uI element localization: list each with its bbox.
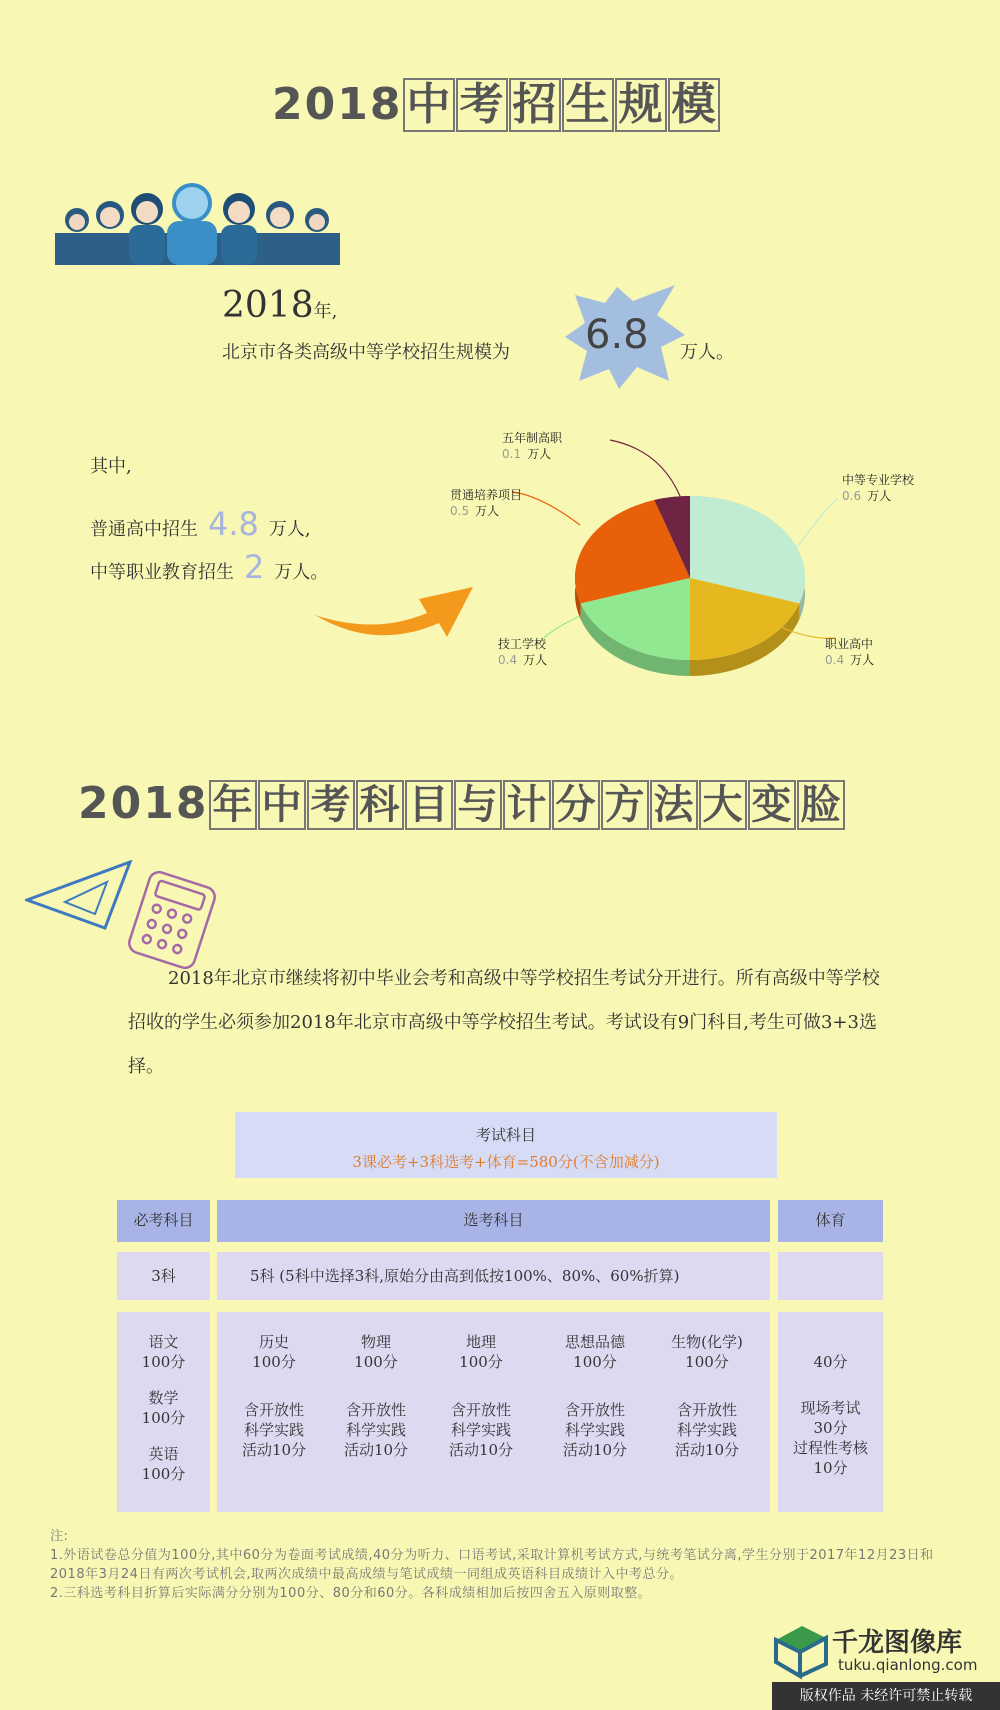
title2-char: 大 <box>699 780 747 830</box>
watermark-url: tuku.qianlong.com <box>838 1656 978 1674</box>
title1-char: 模 <box>668 78 720 132</box>
elective-description: 5科 (5科中选择3科,原始分由高到低按100%、80%、60%折算) <box>217 1252 770 1300</box>
col-pe-header: 体育 <box>778 1200 883 1242</box>
pie-label-technical-school: 技工学校 0.4 万人 <box>498 637 548 667</box>
title2-char: 考 <box>307 780 355 830</box>
title1-char: 考 <box>456 78 508 132</box>
watermark-brand: 千龙图像库 <box>832 1628 963 1658</box>
title2-char: 脸 <box>797 780 845 830</box>
intro-year: 2018年, <box>222 285 338 326</box>
elective-subject: 物理 100分 含开放性 科学实践 活动10分 <box>343 1333 409 1459</box>
pe-blank <box>778 1252 883 1300</box>
title2-char: 年 <box>209 780 257 830</box>
title2-char: 计 <box>503 780 551 830</box>
ruler-doodle-icon <box>25 860 135 930</box>
pie-leader-line <box>795 498 838 550</box>
pie-label-integrated-program: 贯通培养项目 0.5 万人 <box>450 488 523 518</box>
col-required-header: 必考科目 <box>117 1200 210 1242</box>
title2-char: 目 <box>405 780 453 830</box>
breakdown-lead: 其中, <box>90 456 132 477</box>
elective-subjects <box>217 1312 770 1512</box>
title2-char: 分 <box>552 780 600 830</box>
qianlong-logo-icon <box>772 1622 830 1680</box>
title2-char: 变 <box>748 780 796 830</box>
required-subject: 英语 100分 <box>141 1445 186 1483</box>
pie-label-five-year-vocational: 五年制高职 0.1 万人 <box>502 431 563 461</box>
title1-char: 规 <box>615 78 667 132</box>
title1-char: 中 <box>403 78 455 132</box>
pe-details: 40分 现场考试 30分 过程性考核 10分 <box>778 1312 883 1512</box>
breakdown-row-general: 普通高中招生 4.8 万人, <box>90 505 311 543</box>
title2-char: 中 <box>258 780 306 830</box>
intro-paragraph: 2018年北京市继续将初中毕业会考和高级中等学校招生考试分开进行。所有高级中等学校招收的学生必须参加2018年北京市高级中等学校招生考试。考试设有9门科目,考生可做3+3选择。 <box>128 968 880 1077</box>
required-subject: 语文 100分 <box>141 1333 186 1371</box>
title1-char: 招 <box>509 78 561 132</box>
elective-subject: 历史 100分 含开放性 科学实践 活动10分 <box>241 1333 307 1459</box>
required-subjects <box>117 1312 210 1512</box>
title2-char: 法 <box>650 780 698 830</box>
page-title: 2018中 考 招 生 规 模 <box>272 78 720 132</box>
title2-char: 与 <box>454 780 502 830</box>
pie-label-secondary-specialized: 中等专业学校 0.6 万人 <box>842 473 915 503</box>
footnotes: 注: 1.外语试卷总分值为100分,其中60分为卷面考试成绩,40分为听力、口语考试,采取计算机考试方式,与统考笔试分离,学生分别于2017年12月23日和2018年3月24日有两次考试机会,取两次成绩中最高成绩与笔试成绩一同组成英语科目成绩计入中考总分。 2.三科选考科目折算后实际满分分别为100分、80分和60分。各科成绩相加后按四舍五入原则取整。 <box>50 1529 934 1601</box>
people-illustration <box>55 175 340 265</box>
burst-unit: 万人。 <box>680 342 734 363</box>
elective-subject: 思想品德 100分 含开放性 科学实践 活动10分 <box>562 1333 628 1459</box>
elective-subject: 地理 100分 含开放性 科学实践 活动10分 <box>448 1333 514 1459</box>
burst-value: 6.8 <box>585 312 649 358</box>
calculator-doodle-icon <box>120 870 225 970</box>
exam-subjects-header: 考试科目 3课必考+3科选考+体育=580分(不含加减分) <box>235 1112 777 1178</box>
pie-label-vocational-high: 职业高中 0.4 万人 <box>825 637 875 667</box>
title2-char: 科 <box>356 780 404 830</box>
pie-leader-line <box>512 492 580 525</box>
title2-char: 方 <box>601 780 649 830</box>
required-count: 3科 <box>117 1252 210 1300</box>
breakdown-row-vocational: 中等职业教育招生 2 万人。 <box>90 548 329 586</box>
col-elective-header: 选考科目 <box>217 1200 770 1242</box>
required-subject: 数学 100分 <box>141 1389 186 1427</box>
title1-char: 生 <box>562 78 614 132</box>
section-title: 2018 年 中 考 科 目 与 计 分 方 法 大 变 脸 <box>78 778 845 830</box>
elective-subject: 生物(化学) 100分 含开放性 科学实践 活动10分 <box>671 1333 743 1459</box>
intro-line: 北京市各类高级中等学校招生规模为 <box>222 342 510 363</box>
copyright-banner: 版权作品 未经许可禁止转载 <box>772 1682 1000 1710</box>
pie-leader-line <box>610 440 680 496</box>
